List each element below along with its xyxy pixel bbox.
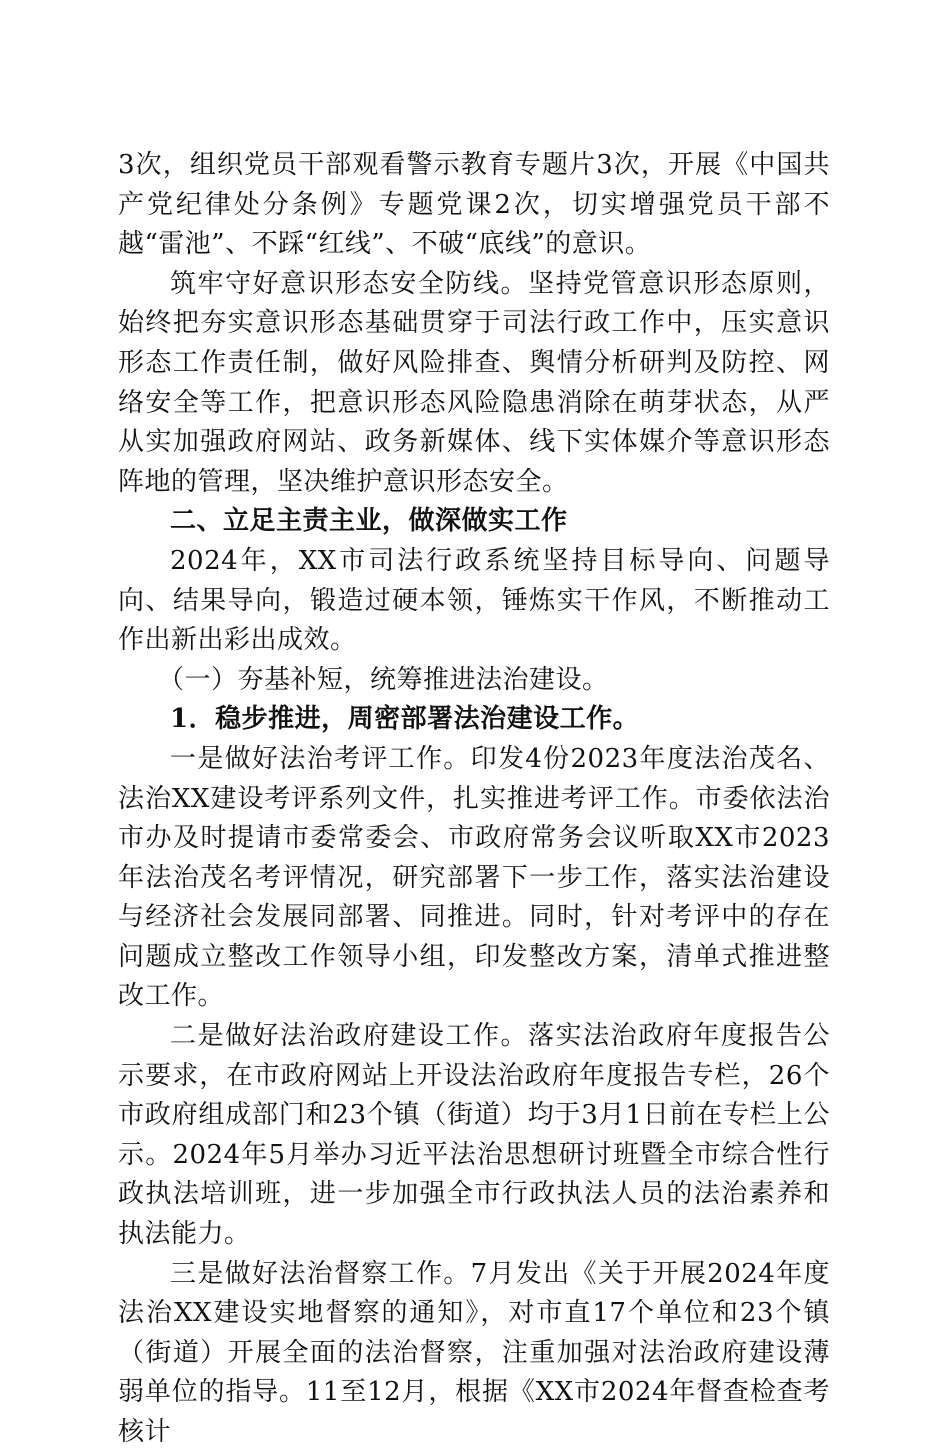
subsection-heading-1: （一）夯基补短，统筹推进法治建设。 [158, 664, 609, 695]
paragraph-rule-of-law-evaluation: 一是做好法治考评工作。印发4份2023年度法治茂名、法治XX建设考评系列文件，扎实推进考评工作。市委依法治市办及时提请市委常委会、市政府常务会议听取XX市2023年法治茂名考评情况，研究部署下一步工作，落实法治建设与经济社会发展同部署、同推进。同时，针对考评中的存在问题成立整改工作领导小组，印发整改方案，清单式推进整改工作。 [118, 743, 830, 1012]
paragraph-rule-of-law-government: 二是做好法治政府建设工作。落实法治政府年度报告公示要求，在市政府网站上开设法治政府年度报告专栏，26个市政府组成部门和23个镇（街道）均于3月1日前在专栏上公示。2024年5月举办习近平法治思想研讨班暨全市综合性行政执法培训班，进一步加强全市行政执法人员的法治素养和执法能力。 [118, 1021, 830, 1250]
paragraph-2024-overview: 2024年，XX市司法行政系统坚持目标导向、问题导向、结果导向，锻造过硬本领，锤炼实干作风，不断推动工作出新出彩出成效。 [118, 545, 830, 656]
paragraph-ideology-security: 筑牢守好意识形态安全防线。坚持党管意识形态原则，始终把夯实意识形态基础贯穿于司法行政工作中，压实意识形态工作责任制，做好风险排查、舆情分析研判及防控、网络安全等工作，把意识形态风险隐患消除在萌芽状态，从严从实加强政府网站、政务新媒体、线下实体媒介等意识形态阵地的管理，坚决维护意识形态安全。 [118, 268, 830, 497]
paragraph-rule-of-law-inspection: 三是做好法治督察工作。7月发出《关于开展2024年度法治XX建设实地督察的通知》，对市直17个单位和23个镇（街道）开展全面的法治督察，注重加强对法治政府建设薄弱单位的指导。11至12月，根据《XX市2024年督查检查考核计 [118, 1258, 830, 1447]
document-body [118, 146, 830, 1453]
section-heading-2: 二、立足主责主业，做深做实工作 [170, 506, 568, 537]
item-heading-1: 1．稳步推进，周密部署法治建设工作。 [170, 704, 640, 735]
paragraph-party-discipline: 3次，组织党员干部观看警示教育专题片3次，开展《中国共产党纪律处分条例》专题党课2次，切实增强党员干部不越“雷池”、不踩“红线”、不破“底线”的意识。 [118, 150, 830, 260]
